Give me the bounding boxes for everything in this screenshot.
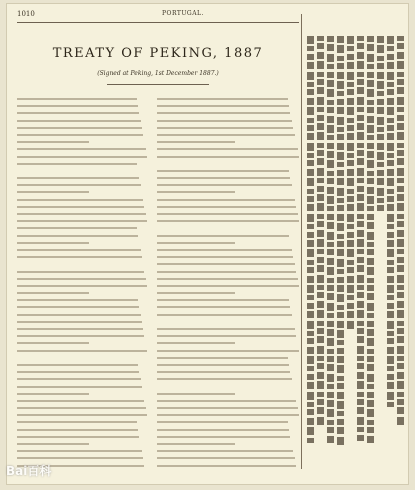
- text-line: [17, 364, 138, 366]
- text-line: [17, 306, 139, 308]
- chinese-text-line: [356, 36, 365, 443]
- column-divider: [301, 14, 302, 469]
- text-line: [157, 421, 288, 423]
- text-line: [17, 256, 142, 258]
- text-line: [17, 342, 89, 344]
- chinese-text-line: [346, 36, 355, 331]
- text-line: [157, 235, 289, 237]
- text-line: [157, 199, 295, 201]
- text-line: [157, 400, 296, 402]
- text-line: [17, 271, 144, 273]
- chinese-text-line: [396, 36, 405, 427]
- text-line: [17, 141, 89, 143]
- chinese-text-line: [376, 36, 385, 214]
- english-text-column: [157, 98, 299, 472]
- text-line: [157, 263, 295, 265]
- title-rule: [107, 84, 209, 85]
- watermark-logo: Bai百科: [6, 464, 52, 478]
- text-line: [17, 285, 147, 287]
- text-line: [17, 105, 138, 107]
- text-line: [17, 328, 143, 330]
- text-line: [157, 271, 296, 273]
- text-line: [157, 120, 292, 122]
- text-line: [17, 450, 142, 452]
- text-line: [17, 371, 139, 373]
- text-line: [157, 105, 289, 107]
- text-line: [157, 465, 296, 467]
- text-line: [17, 148, 146, 150]
- text-line: [17, 134, 143, 136]
- text-line: [157, 357, 288, 359]
- text-line: [157, 112, 290, 114]
- text-line: [17, 414, 147, 416]
- header-rule: [17, 22, 299, 23]
- text-line: [157, 213, 298, 215]
- text-line: [17, 278, 146, 280]
- treaty-title: TREATY OF PEKING, 1887: [52, 46, 264, 61]
- text-line: [157, 335, 296, 337]
- text-line: [157, 220, 299, 222]
- document-page: [6, 3, 409, 485]
- text-line: [157, 256, 293, 258]
- text-line: [17, 242, 89, 244]
- portuguese-text-column: [17, 98, 147, 472]
- text-line: [17, 163, 137, 165]
- text-line: [157, 292, 235, 294]
- text-line: [17, 235, 138, 237]
- text-line: [17, 98, 137, 100]
- text-line: [17, 120, 141, 122]
- text-line: [157, 249, 292, 251]
- text-line: [157, 443, 235, 445]
- text-line: [17, 386, 142, 388]
- text-line: [157, 285, 299, 287]
- chinese-text-line: [366, 36, 375, 445]
- text-line: [157, 342, 235, 344]
- text-line: [17, 127, 142, 129]
- text-line: [157, 191, 235, 193]
- text-line: [157, 206, 296, 208]
- text-line: [157, 393, 235, 395]
- text-line: [17, 421, 137, 423]
- text-line: [17, 213, 146, 215]
- chinese-text-line: [306, 36, 315, 445]
- text-line: [157, 141, 235, 143]
- text-line: [17, 350, 147, 352]
- text-line: [157, 170, 289, 172]
- text-line: [157, 306, 290, 308]
- text-line: [17, 227, 137, 229]
- text-line: [17, 429, 138, 431]
- text-line: [157, 242, 235, 244]
- running-head: PORTUGAL.: [162, 10, 204, 17]
- text-line: [17, 191, 89, 193]
- chinese-text-line: [326, 36, 335, 445]
- text-line: [17, 299, 138, 301]
- text-line: [157, 299, 289, 301]
- text-line: [17, 393, 89, 395]
- text-line: [17, 321, 142, 323]
- text-line: [157, 450, 293, 452]
- text-line: [157, 314, 292, 316]
- text-line: [17, 292, 89, 294]
- text-line: [17, 335, 144, 337]
- text-line: [157, 134, 295, 136]
- text-line: [157, 436, 290, 438]
- text-line: [157, 177, 290, 179]
- text-line: [17, 400, 144, 402]
- text-line: [157, 414, 299, 416]
- text-line: [157, 127, 293, 129]
- text-line: [157, 98, 288, 100]
- text-line: [17, 407, 146, 409]
- text-line: [157, 350, 299, 352]
- page-number: 1010: [17, 10, 35, 18]
- chinese-text-line: [386, 36, 395, 409]
- treaty-subtitle: (Signed at Peking, 1st December 1887.): [97, 70, 219, 77]
- text-line: [17, 378, 141, 380]
- text-line: [17, 177, 139, 179]
- text-line: [17, 249, 141, 251]
- text-line: [17, 457, 143, 459]
- text-line: [17, 443, 89, 445]
- text-line: [17, 199, 143, 201]
- text-line: [17, 156, 147, 158]
- text-line: [157, 371, 290, 373]
- chinese-text-line: [336, 36, 345, 447]
- chinese-text-line: [316, 36, 325, 427]
- text-line: [157, 328, 295, 330]
- text-line: [17, 314, 141, 316]
- text-line: [17, 184, 141, 186]
- text-line: [157, 364, 289, 366]
- text-line: [157, 429, 289, 431]
- chinese-text-column: [305, 36, 405, 476]
- text-line: [157, 184, 292, 186]
- text-line: [17, 206, 144, 208]
- text-line: [157, 148, 298, 150]
- text-line: [157, 457, 295, 459]
- text-line: [17, 436, 139, 438]
- text-line: [157, 278, 298, 280]
- text-line: [17, 220, 147, 222]
- text-line: [17, 112, 139, 114]
- text-line: [157, 378, 292, 380]
- text-line: [157, 407, 298, 409]
- text-line: [157, 156, 299, 158]
